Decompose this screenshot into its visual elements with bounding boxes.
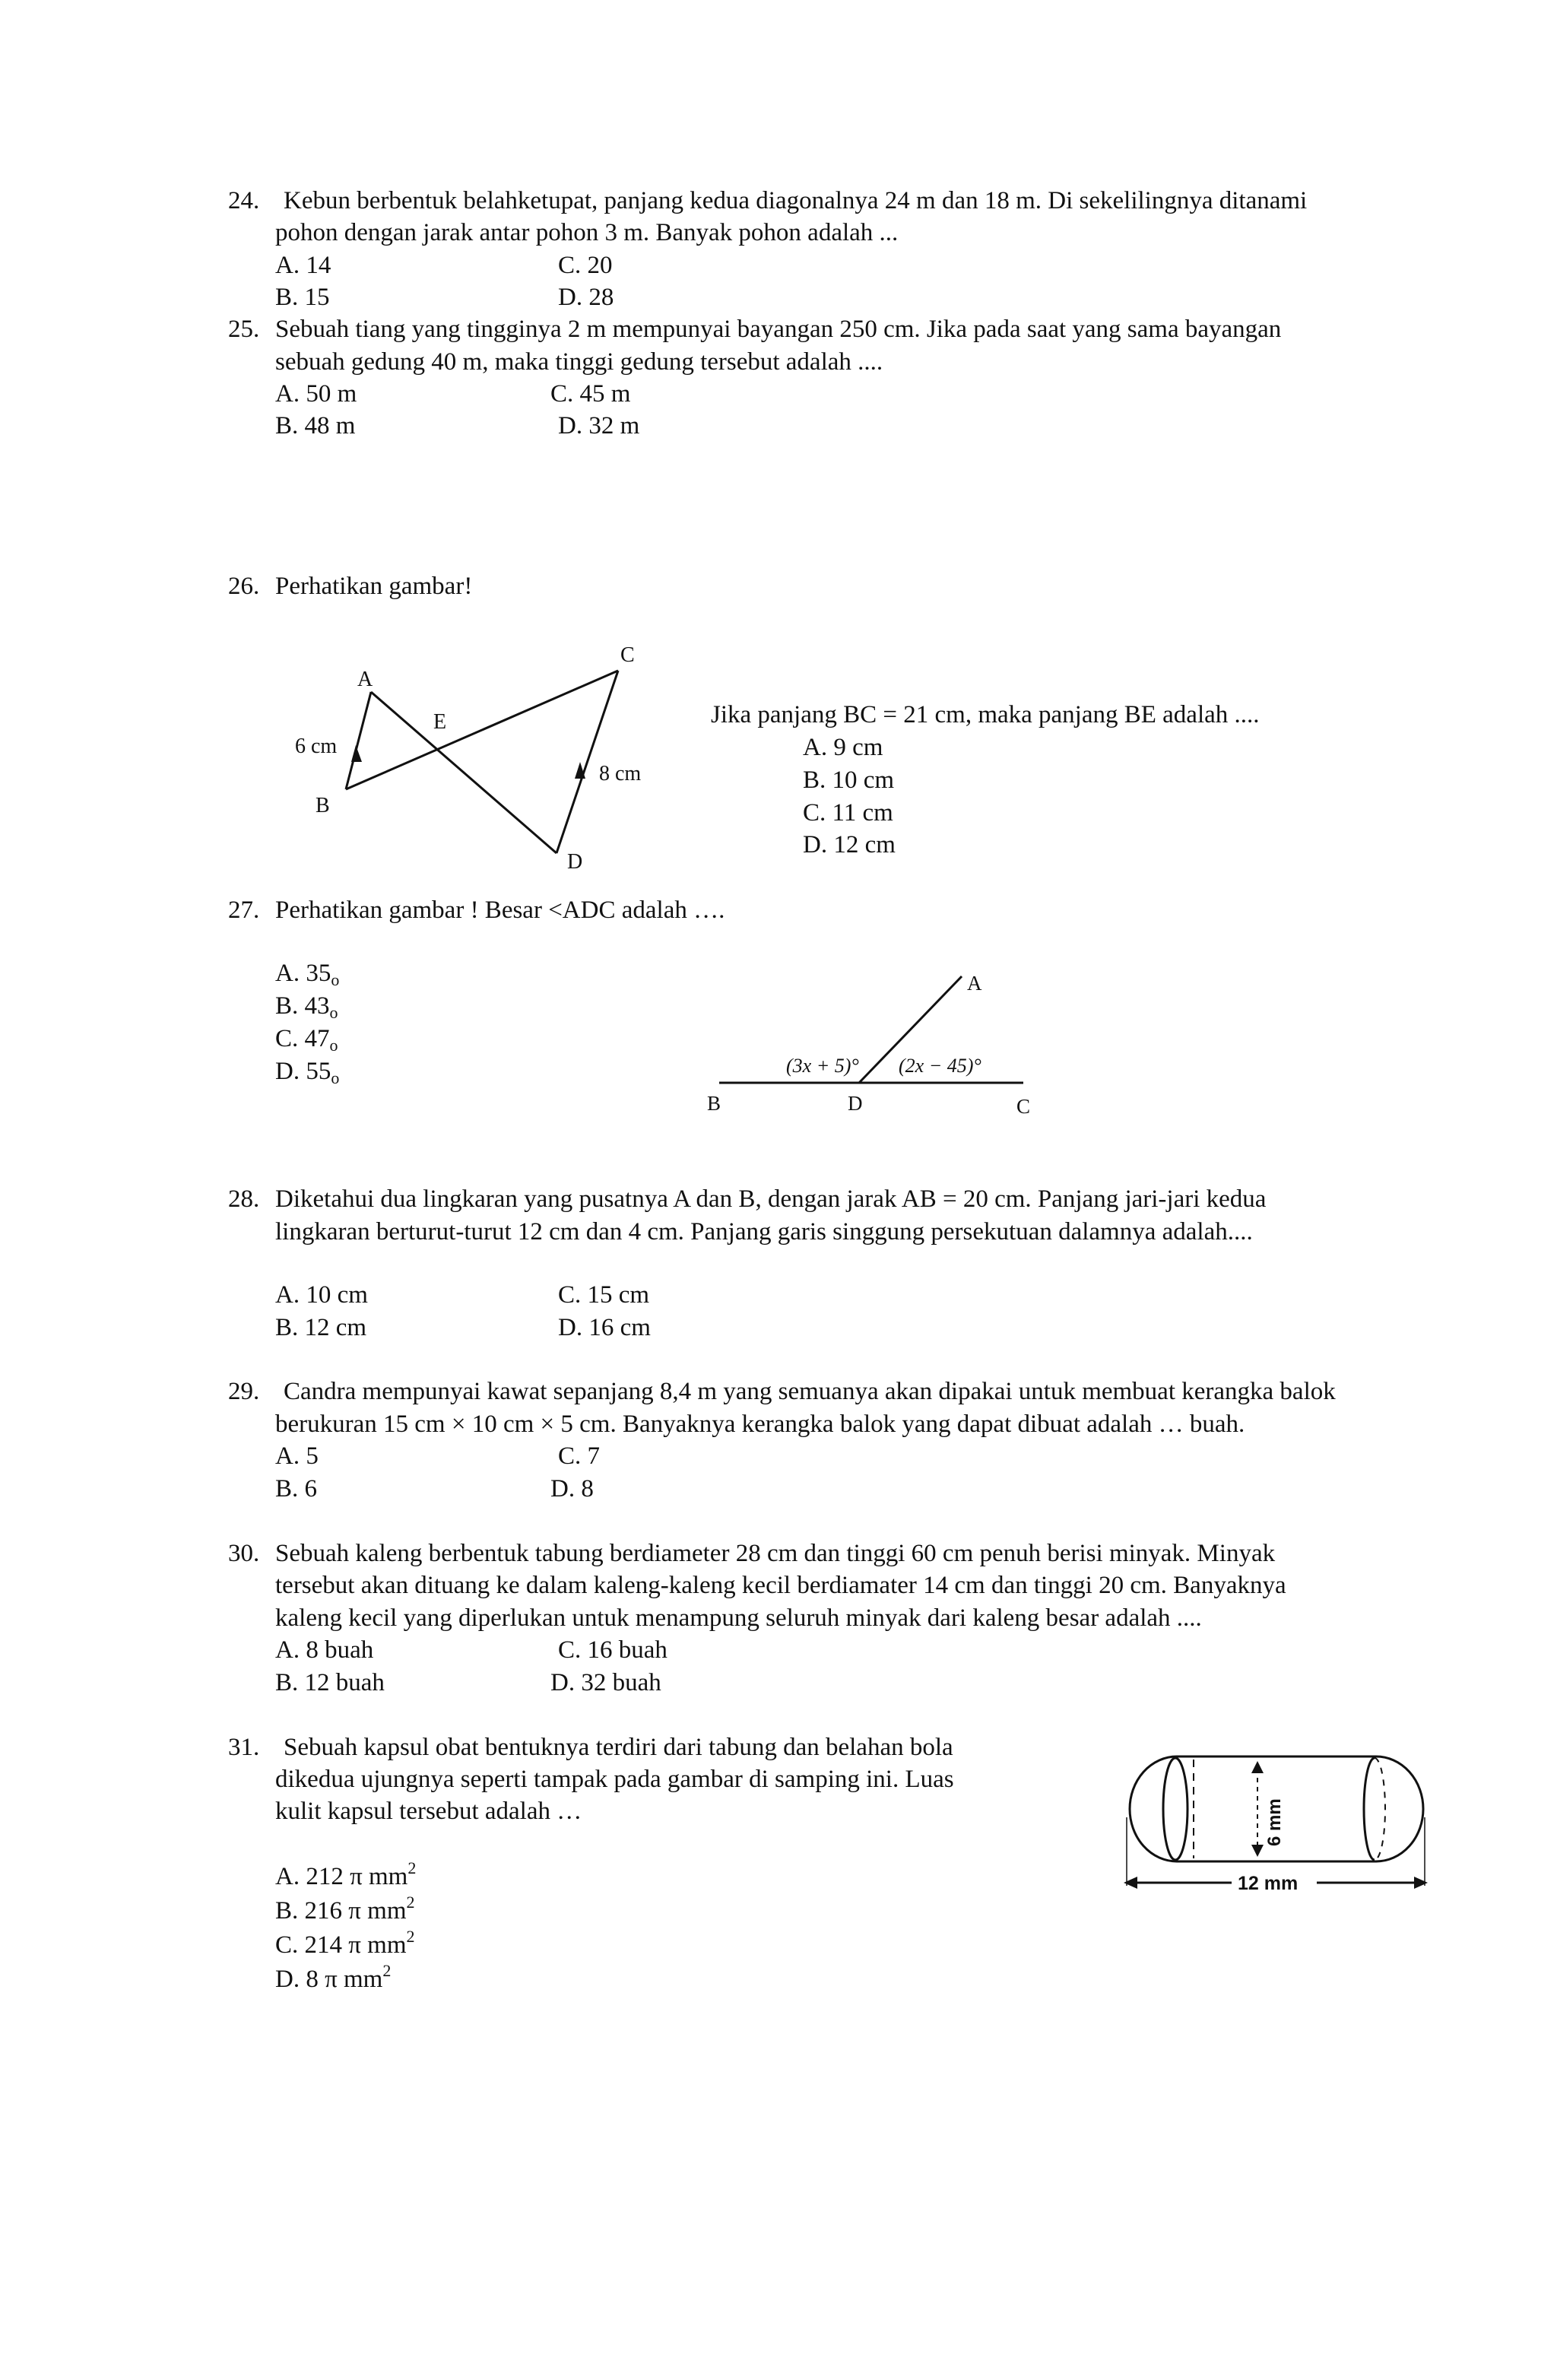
q28-option-d: D. 16 cm [558,1314,651,1341]
q25-option-d: D. 32 m [558,412,640,440]
q26-option-b: B. 10 cm [803,766,895,794]
q28-text-line2: lingkaran berturut-turut 12 cm dan 4 cm. Panjang garis singgung persekutuan dalamnya adalah.... [275,1218,1253,1246]
q31-left-hemisphere-edge [1163,1758,1188,1860]
q27-label-b: B [707,1092,721,1115]
q31-option-c: C. 214 π $mm^2$ [275,1927,415,1959]
q26-length-cd: 8 cm [599,762,642,785]
exponent: 2 [406,1893,415,1912]
q26-segment-ab [346,692,371,789]
q31-text-line3: kulit kapsul tersebut adalah … [275,1798,582,1825]
q31-option-b: B. 216 π $mm^2$ [275,1893,415,1925]
q31-right-hemisphere-hidden [1375,1758,1385,1860]
q31-length-arrow-left [1124,1877,1137,1889]
q26-label-d: D [567,850,583,874]
q27-option-c: C. 47o [275,1025,338,1055]
q31-text-line1: Sebuah kapsul obat bentuknya terdiri dari tabung dan belahan bola [284,1734,953,1761]
q24-option-b: B. 15 [275,284,330,311]
q27-angle-figure [684,958,1049,1125]
q27-angle-right: (2x − 45)° [899,1055,981,1077]
q27-option-a: A. 35o [275,960,340,989]
q29-text-line2: berukuran 15 cm × 10 cm × 5 cm. Banyaknya kerangka balok yang dapat dibuat adalah … buah. [275,1411,1245,1438]
q26-segment-ad [371,692,557,853]
q28-option-b: B. 12 cm [275,1314,367,1341]
q26-triangle-figure [281,639,677,882]
q31-diameter-arrow-bottom [1251,1845,1264,1857]
q31-capsule-figure [1118,1741,1437,1916]
q31-number: 31. [228,1734,260,1761]
q31-text-line2: dikedua ujungnya seperti tampak pada gambar di samping ini. Luas [275,1766,954,1793]
q27-number: 27. [228,896,260,924]
q28-option-c: C. 15 cm [558,1281,650,1309]
q25-number: 25. [228,316,260,343]
q30-option-d: D. 32 buah [550,1669,661,1696]
q24-option-c: C. 20 [558,252,613,279]
q29-text-line1: Candra mempunyai kawat sepanjang 8,4 m yang semuanya akan dipakai untuk membuat kerangka balok [284,1378,1336,1405]
q29-option-b: B. 6 [275,1475,318,1503]
q24-option-d: D. 28 [558,284,614,311]
q24-text-line1: Kebun berbentuk belahketupat, panjang kedua diagonalnya 24 m dan 18 m. Di sekelilingnya ditanami [284,187,1308,214]
q26-prompt: Jika panjang BC = 21 cm, maka panjang BE adalah .... [711,701,1260,728]
q26-option-a: A. 9 cm [803,734,883,761]
degree-mark: o [329,1003,338,1022]
exponent: 2 [407,1858,417,1877]
q30-text-line2: tersebut akan dituang ke dalam kaleng-kaleng kecil berdiamater 14 cm dan tinggi 20 cm. Banyaknya [275,1572,1286,1599]
q25-option-b: B. 48 m [275,412,356,440]
q31-length-label: 12 mm [1238,1873,1299,1894]
q24-text-line2: pohon dengan jarak antar pohon 3 m. Banyak pohon adalah ... [275,219,899,246]
q26-length-ab: 6 cm [295,735,338,758]
q27-label-a: A [967,972,982,995]
q25-option-a: A. 50 m [275,380,357,408]
q31-right-hemisphere-edge [1364,1758,1375,1860]
degree-mark: o [331,970,340,989]
q25-text-line2: sebuah gedung 40 m, maka tinggi gedung tersebut adalah .... [275,348,883,376]
q27-option-b: B. 43o [275,992,338,1022]
q29-option-a: A. 5 [275,1442,319,1470]
q31-option-a: A. 212 π $mm^2$ [275,1858,417,1890]
q28-number: 28. [228,1185,260,1213]
q26-label-c: C [620,643,635,667]
q30-option-b: B. 12 buah [275,1669,385,1696]
q24-option-a: A. 14 [275,252,331,279]
exponent: 2 [382,1961,392,1980]
q27-angle-left: (3x + 5)° [786,1055,859,1077]
q26-label-a: A [357,668,373,691]
q28-text-line1: Diketahui dua lingkaran yang pusatnya A dan B, dengan jarak AB = 20 cm. Panjang jari-jari kedua [275,1185,1267,1213]
degree-mark: o [329,1036,338,1055]
q29-number: 29. [228,1378,260,1405]
q26-text-line1: Perhatikan gambar! [275,573,473,600]
q26-label-b: B [316,794,330,817]
exponent: 2 [406,1927,415,1946]
q31-diameter-label: 6 mm [1264,1798,1285,1846]
q30-text-line1: Sebuah kaleng berbentuk tabung berdiameter 28 cm dan tinggi 60 cm penuh berisi minyak. Minyak [275,1540,1276,1567]
q27-label-c: C [1016,1095,1031,1118]
degree-mark: o [331,1068,340,1087]
q27-option-d: D. 55o [275,1058,340,1087]
q25-text-line1: Sebuah tiang yang tingginya 2 m mempunyai bayangan 250 cm. Jika pada saat yang sama bayangan [275,316,1282,343]
q29-option-c: C. 7 [558,1442,601,1470]
q26-option-d: D. 12 cm [803,831,896,858]
q25-option-c: C. 45 m [550,380,631,408]
q30-text-line3: kaleng kecil yang diperlukan untuk menampung seluruh minyak dari kaleng besar adalah .... [275,1604,1202,1632]
q27-text-line1: Perhatikan gambar ! Besar <ADC adalah …. [275,896,725,924]
q26-parallel-arrow-ab [351,745,362,762]
q31-option-d: D. 8 π $mm^2$ [275,1961,392,1993]
q26-option-c: C. 11 cm [803,799,893,827]
q30-option-c: C. 16 buah [558,1636,668,1664]
q30-number: 30. [228,1540,260,1567]
q31-diameter-arrow-top [1251,1761,1264,1773]
q26-label-e: E [433,710,447,734]
q24-number: 24. [228,187,260,214]
q28-option-a: A. 10 cm [275,1281,368,1309]
q29-option-d: D. 8 [550,1475,594,1503]
q27-label-d: D [848,1092,863,1115]
q31-length-arrow-right [1414,1877,1428,1889]
q30-option-a: A. 8 buah [275,1636,374,1664]
q26-number: 26. [228,573,260,600]
